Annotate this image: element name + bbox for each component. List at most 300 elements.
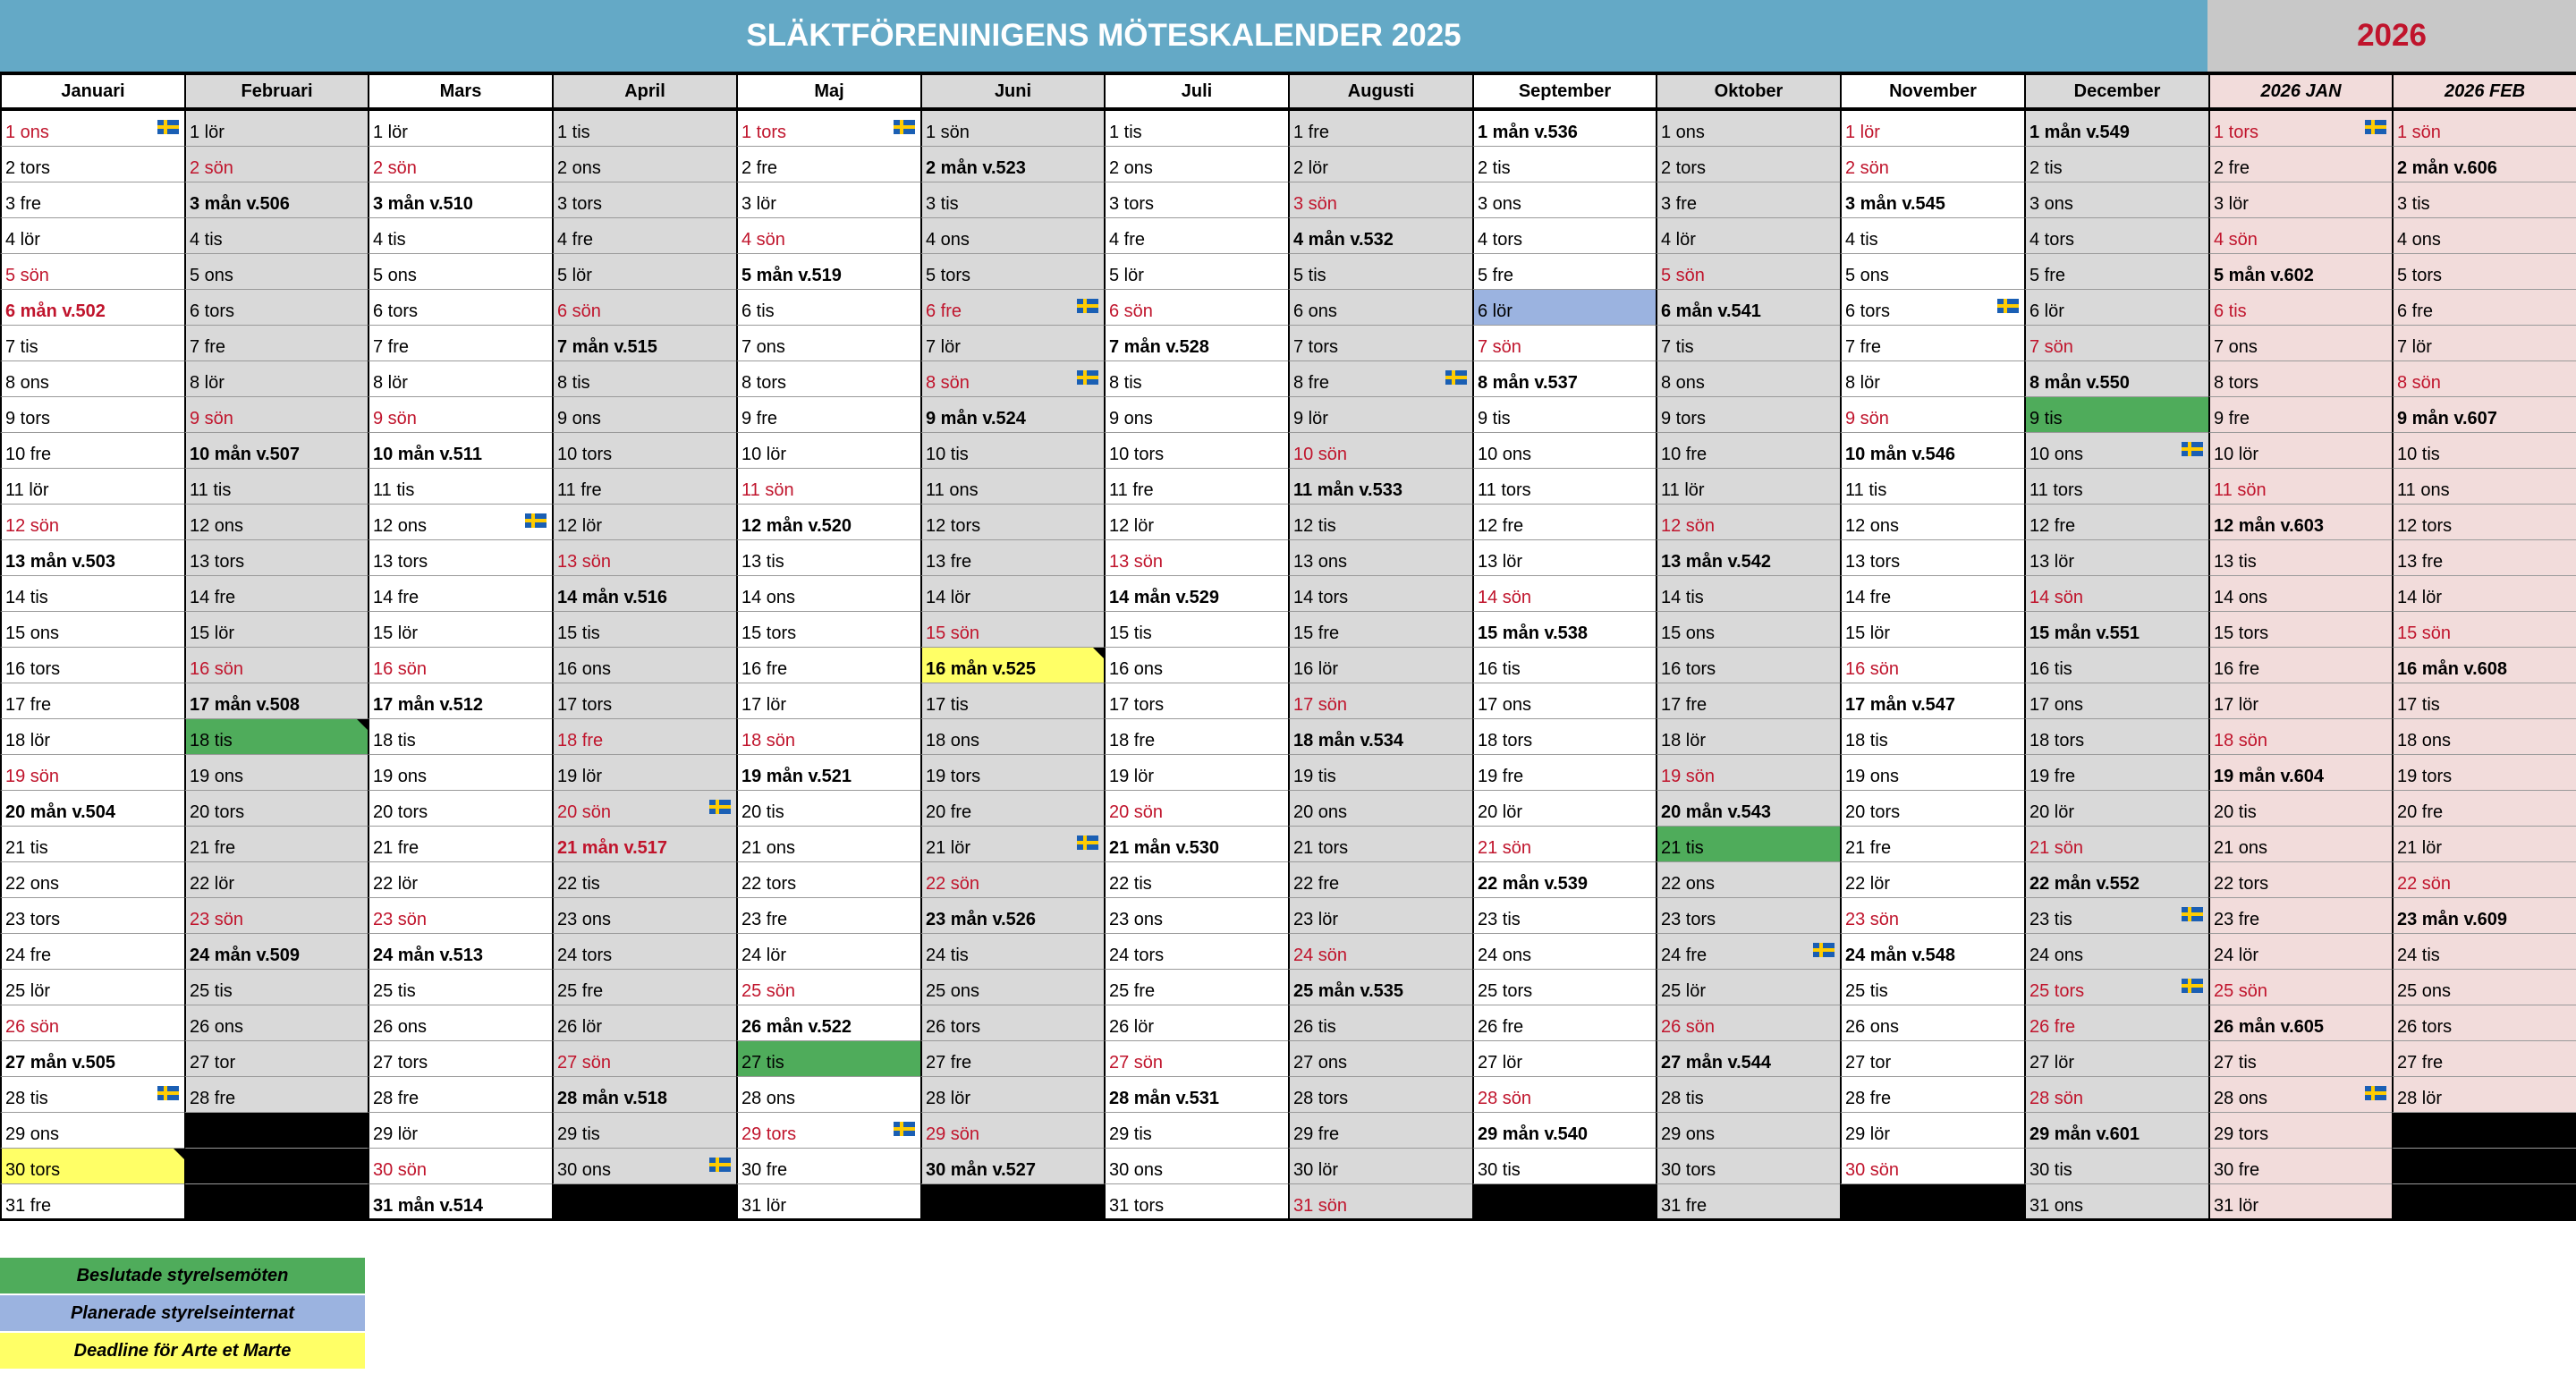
day-cell[interactable]: 3 fre (1656, 182, 1840, 218)
day-cell[interactable]: 17 sön (1288, 683, 1472, 719)
day-cell[interactable]: 11 ons (2392, 469, 2576, 505)
day-cell[interactable]: 19 ons (1840, 755, 2024, 791)
day-cell[interactable]: 9 ons (1104, 397, 1288, 433)
day-cell[interactable]: 19 sön (1656, 755, 1840, 791)
day-cell[interactable]: 20 tors (184, 791, 368, 827)
day-cell[interactable]: 21 mån v.517 (552, 827, 736, 862)
day-cell[interactable] (184, 1113, 368, 1149)
day-cell[interactable]: 6 mån v.541 (1656, 290, 1840, 326)
day-cell[interactable]: 15 tors (2208, 612, 2392, 648)
day-cell[interactable]: 17 tors (1104, 683, 1288, 719)
day-cell[interactable]: 18 tis (368, 719, 552, 755)
day-cell[interactable]: 10 ons (1472, 433, 1656, 469)
day-cell[interactable]: 8 lör (1840, 361, 2024, 397)
day-cell[interactable]: 29 fre (1288, 1113, 1472, 1149)
day-cell[interactable]: 16 sön (368, 648, 552, 683)
day-cell[interactable] (2392, 1184, 2576, 1220)
day-cell[interactable]: 14 sön (1472, 576, 1656, 612)
day-cell[interactable]: 13 tis (2208, 540, 2392, 576)
day-cell[interactable]: 26 tis (1288, 1005, 1472, 1041)
day-cell[interactable]: 15 sön (920, 612, 1104, 648)
day-cell[interactable]: 31 sön (1288, 1184, 1472, 1220)
day-cell[interactable]: 3 tors (1104, 182, 1288, 218)
day-cell[interactable]: 4 tis (1840, 218, 2024, 254)
day-cell[interactable]: 26 mån v.522 (736, 1005, 920, 1041)
day-cell[interactable]: 11 tis (184, 469, 368, 505)
day-cell[interactable]: 19 mån v.521 (736, 755, 920, 791)
day-cell[interactable]: 28 mån v.531 (1104, 1077, 1288, 1113)
day-cell[interactable]: 5 fre (2024, 254, 2208, 290)
day-cell[interactable]: 19 sön (0, 755, 184, 791)
day-cell[interactable]: 11 tis (368, 469, 552, 505)
day-cell[interactable]: 19 lör (552, 755, 736, 791)
day-cell[interactable] (1472, 1184, 1656, 1220)
day-cell[interactable]: 20 fre (2392, 791, 2576, 827)
day-cell[interactable]: 20 mån v.504 (0, 791, 184, 827)
day-cell[interactable]: 10 lör (2208, 433, 2392, 469)
day-cell[interactable]: 20 tors (368, 791, 552, 827)
day-cell[interactable]: 6 tors (184, 290, 368, 326)
day-cell[interactable]: 17 tis (2392, 683, 2576, 719)
day-cell[interactable]: 2 mån v.523 (920, 147, 1104, 182)
day-cell[interactable]: 6 fre (2392, 290, 2576, 326)
day-cell[interactable] (2392, 1113, 2576, 1149)
day-cell[interactable]: 7 mån v.528 (1104, 326, 1288, 361)
day-cell[interactable]: 2 tors (0, 147, 184, 182)
day-cell[interactable]: 10 tis (920, 433, 1104, 469)
day-cell[interactable]: 12 ons (184, 505, 368, 540)
day-cell[interactable]: 16 tors (1656, 648, 1840, 683)
day-cell[interactable]: 8 mån v.550 (2024, 361, 2208, 397)
day-cell[interactable]: 28 tis (0, 1077, 184, 1113)
day-cell[interactable]: 2 sön (1840, 147, 2024, 182)
day-cell[interactable]: 1 lör (368, 111, 552, 147)
day-cell[interactable]: 29 lör (1840, 1113, 2024, 1149)
day-cell[interactable]: 30 mån v.527 (920, 1149, 1104, 1184)
day-cell[interactable]: 26 sön (1656, 1005, 1840, 1041)
day-cell[interactable]: 21 tis (0, 827, 184, 862)
day-cell[interactable]: 4 tis (368, 218, 552, 254)
day-cell[interactable]: 31 fre (0, 1184, 184, 1220)
day-cell[interactable]: 19 fre (2024, 755, 2208, 791)
day-cell[interactable]: 24 mån v.548 (1840, 934, 2024, 970)
day-cell[interactable]: 6 lör (2024, 290, 2208, 326)
day-cell[interactable]: 16 mån v.525 (920, 648, 1104, 683)
day-cell[interactable]: 5 mån v.602 (2208, 254, 2392, 290)
day-cell[interactable]: 4 mån v.532 (1288, 218, 1472, 254)
day-cell[interactable]: 16 mån v.608 (2392, 648, 2576, 683)
day-cell[interactable]: 14 fre (368, 576, 552, 612)
day-cell[interactable]: 29 lör (368, 1113, 552, 1149)
day-cell[interactable]: 27 lör (2024, 1041, 2208, 1077)
day-cell[interactable]: 4 fre (1104, 218, 1288, 254)
day-cell[interactable]: 18 ons (920, 719, 1104, 755)
day-cell[interactable]: 20 tors (1840, 791, 2024, 827)
day-cell[interactable]: 5 mån v.519 (736, 254, 920, 290)
day-cell[interactable]: 18 fre (1104, 719, 1288, 755)
day-cell[interactable]: 9 mån v.524 (920, 397, 1104, 433)
day-cell[interactable]: 9 fre (2208, 397, 2392, 433)
day-cell[interactable]: 8 sön (920, 361, 1104, 397)
day-cell[interactable]: 4 lör (1656, 218, 1840, 254)
day-cell[interactable]: 9 lör (1288, 397, 1472, 433)
day-cell[interactable]: 30 tis (1472, 1149, 1656, 1184)
day-cell[interactable]: 4 lör (0, 218, 184, 254)
day-cell[interactable]: 27 tis (736, 1041, 920, 1077)
day-cell[interactable]: 13 fre (920, 540, 1104, 576)
day-cell[interactable]: 29 tis (552, 1113, 736, 1149)
day-cell[interactable]: 18 sön (2208, 719, 2392, 755)
day-cell[interactable]: 16 sön (1840, 648, 2024, 683)
day-cell[interactable]: 31 lör (2208, 1184, 2392, 1220)
day-cell[interactable]: 16 sön (184, 648, 368, 683)
day-cell[interactable]: 15 lör (368, 612, 552, 648)
day-cell[interactable]: 10 mån v.511 (368, 433, 552, 469)
day-cell[interactable]: 1 tors (736, 111, 920, 147)
day-cell[interactable]: 21 lör (920, 827, 1104, 862)
day-cell[interactable]: 25 ons (920, 970, 1104, 1005)
day-cell[interactable]: 25 tis (1840, 970, 2024, 1005)
day-cell[interactable]: 7 ons (736, 326, 920, 361)
day-cell[interactable]: 12 fre (2024, 505, 2208, 540)
day-cell[interactable]: 13 tors (184, 540, 368, 576)
day-cell[interactable]: 24 tors (552, 934, 736, 970)
day-cell[interactable]: 8 tors (736, 361, 920, 397)
day-cell[interactable]: 7 tis (1656, 326, 1840, 361)
day-cell[interactable]: 30 tis (2024, 1149, 2208, 1184)
day-cell[interactable]: 17 ons (1472, 683, 1656, 719)
day-cell[interactable]: 14 ons (736, 576, 920, 612)
day-cell[interactable]: 9 sön (1840, 397, 2024, 433)
day-cell[interactable]: 19 fre (1472, 755, 1656, 791)
day-cell[interactable]: 10 fre (1656, 433, 1840, 469)
day-cell[interactable]: 9 tors (0, 397, 184, 433)
day-cell[interactable]: 20 sön (552, 791, 736, 827)
day-cell[interactable]: 24 tis (920, 934, 1104, 970)
day-cell[interactable]: 24 ons (1472, 934, 1656, 970)
day-cell[interactable]: 20 lör (1472, 791, 1656, 827)
day-cell[interactable]: 11 lör (1656, 469, 1840, 505)
day-cell[interactable]: 17 fre (0, 683, 184, 719)
day-cell[interactable]: 15 mån v.538 (1472, 612, 1656, 648)
day-cell[interactable]: 28 fre (184, 1077, 368, 1113)
day-cell[interactable]: 1 sön (920, 111, 1104, 147)
day-cell[interactable]: 17 mån v.547 (1840, 683, 2024, 719)
day-cell[interactable]: 28 fre (368, 1077, 552, 1113)
day-cell[interactable]: 3 ons (2024, 182, 2208, 218)
day-cell[interactable]: 27 ons (1288, 1041, 1472, 1077)
day-cell[interactable]: 23 ons (552, 898, 736, 934)
day-cell[interactable]: 24 fre (0, 934, 184, 970)
day-cell[interactable]: 23 tis (1472, 898, 1656, 934)
day-cell[interactable]: 20 fre (920, 791, 1104, 827)
day-cell[interactable]: 12 sön (1656, 505, 1840, 540)
day-cell[interactable]: 16 tis (2024, 648, 2208, 683)
day-cell[interactable]: 10 tors (552, 433, 736, 469)
day-cell[interactable]: 1 lör (184, 111, 368, 147)
day-cell[interactable]: 8 ons (0, 361, 184, 397)
day-cell[interactable]: 5 tors (920, 254, 1104, 290)
day-cell[interactable]: 18 tors (1472, 719, 1656, 755)
day-cell[interactable]: 7 ons (2208, 326, 2392, 361)
day-cell[interactable]: 21 ons (736, 827, 920, 862)
day-cell[interactable]: 31 lör (736, 1184, 920, 1220)
day-cell[interactable]: 24 mån v.509 (184, 934, 368, 970)
day-cell[interactable]: 8 fre (1288, 361, 1472, 397)
day-cell[interactable]: 1 mån v.549 (2024, 111, 2208, 147)
day-cell[interactable]: 27 sön (552, 1041, 736, 1077)
day-cell[interactable]: 18 lör (1656, 719, 1840, 755)
day-cell[interactable]: 10 mån v.507 (184, 433, 368, 469)
day-cell[interactable]: 12 ons (1840, 505, 2024, 540)
day-cell[interactable]: 2 fre (736, 147, 920, 182)
day-cell[interactable]: 21 lör (2392, 827, 2576, 862)
day-cell[interactable]: 8 tis (552, 361, 736, 397)
day-cell[interactable]: 28 lör (920, 1077, 1104, 1113)
day-cell[interactable]: 7 lör (2392, 326, 2576, 361)
day-cell[interactable]: 25 sön (2208, 970, 2392, 1005)
day-cell[interactable]: 18 tors (2024, 719, 2208, 755)
day-cell[interactable]: 17 tis (920, 683, 1104, 719)
day-cell[interactable]: 25 tis (184, 970, 368, 1005)
day-cell[interactable]: 14 mån v.529 (1104, 576, 1288, 612)
day-cell[interactable]: 9 fre (736, 397, 920, 433)
day-cell[interactable]: 16 fre (736, 648, 920, 683)
day-cell[interactable]: 23 sön (184, 898, 368, 934)
day-cell[interactable]: 3 tis (920, 182, 1104, 218)
day-cell[interactable]: 14 lör (2392, 576, 2576, 612)
day-cell[interactable]: 9 sön (368, 397, 552, 433)
day-cell[interactable]: 14 sön (2024, 576, 2208, 612)
day-cell[interactable]: 15 lör (1840, 612, 2024, 648)
day-cell[interactable]: 30 sön (368, 1149, 552, 1184)
day-cell[interactable]: 5 tors (2392, 254, 2576, 290)
day-cell[interactable]: 13 ons (1288, 540, 1472, 576)
day-cell[interactable] (2392, 1149, 2576, 1184)
day-cell[interactable]: 17 mån v.508 (184, 683, 368, 719)
day-cell[interactable]: 10 mån v.546 (1840, 433, 2024, 469)
day-cell[interactable]: 5 fre (1472, 254, 1656, 290)
day-cell[interactable]: 23 fre (736, 898, 920, 934)
day-cell[interactable]: 5 lör (552, 254, 736, 290)
day-cell[interactable]: 11 sön (2208, 469, 2392, 505)
day-cell[interactable]: 15 tors (736, 612, 920, 648)
day-cell[interactable]: 18 sön (736, 719, 920, 755)
day-cell[interactable]: 3 mån v.506 (184, 182, 368, 218)
day-cell[interactable]: 8 mån v.537 (1472, 361, 1656, 397)
day-cell[interactable]: 21 tors (1288, 827, 1472, 862)
day-cell[interactable]: 18 ons (2392, 719, 2576, 755)
day-cell[interactable]: 6 fre (920, 290, 1104, 326)
day-cell[interactable]: 22 mån v.552 (2024, 862, 2208, 898)
day-cell[interactable]: 3 ons (1472, 182, 1656, 218)
day-cell[interactable]: 28 ons (736, 1077, 920, 1113)
day-cell[interactable]: 16 tis (1472, 648, 1656, 683)
day-cell[interactable]: 29 tors (2208, 1113, 2392, 1149)
day-cell[interactable]: 15 lör (184, 612, 368, 648)
day-cell[interactable]: 11 tors (2024, 469, 2208, 505)
day-cell[interactable]: 22 lör (368, 862, 552, 898)
day-cell[interactable]: 21 tis (1656, 827, 1840, 862)
day-cell[interactable]: 14 tors (1288, 576, 1472, 612)
day-cell[interactable]: 2 mån v.606 (2392, 147, 2576, 182)
day-cell[interactable]: 17 ons (2024, 683, 2208, 719)
day-cell[interactable]: 25 mån v.535 (1288, 970, 1472, 1005)
day-cell[interactable]: 20 lör (2024, 791, 2208, 827)
day-cell[interactable]: 17 fre (1656, 683, 1840, 719)
day-cell[interactable]: 13 tors (368, 540, 552, 576)
day-cell[interactable]: 9 mån v.607 (2392, 397, 2576, 433)
day-cell[interactable]: 8 tors (2208, 361, 2392, 397)
day-cell[interactable]: 30 lör (1288, 1149, 1472, 1184)
day-cell[interactable]: 26 ons (1840, 1005, 2024, 1041)
day-cell[interactable]: 20 ons (1288, 791, 1472, 827)
day-cell[interactable]: 22 tors (2208, 862, 2392, 898)
day-cell[interactable]: 13 sön (552, 540, 736, 576)
day-cell[interactable]: 26 tors (2392, 1005, 2576, 1041)
day-cell[interactable]: 25 tors (1472, 970, 1656, 1005)
day-cell[interactable]: 4 ons (920, 218, 1104, 254)
day-cell[interactable]: 2 ons (552, 147, 736, 182)
day-cell[interactable]: 30 tors (1656, 1149, 1840, 1184)
day-cell[interactable]: 6 sön (1104, 290, 1288, 326)
day-cell[interactable]: 22 ons (1656, 862, 1840, 898)
day-cell[interactable]: 27 sön (1104, 1041, 1288, 1077)
day-cell[interactable]: 16 tors (0, 648, 184, 683)
day-cell[interactable]: 10 ons (2024, 433, 2208, 469)
day-cell[interactable]: 26 fre (2024, 1005, 2208, 1041)
day-cell[interactable]: 27 fre (2392, 1041, 2576, 1077)
day-cell[interactable]: 16 ons (552, 648, 736, 683)
day-cell[interactable]: 1 tis (1104, 111, 1288, 147)
day-cell[interactable]: 9 tors (1656, 397, 1840, 433)
day-cell[interactable]: 20 mån v.543 (1656, 791, 1840, 827)
day-cell[interactable]: 1 mån v.536 (1472, 111, 1656, 147)
day-cell[interactable] (552, 1184, 736, 1220)
day-cell[interactable]: 12 fre (1472, 505, 1656, 540)
day-cell[interactable]: 28 tors (1288, 1077, 1472, 1113)
day-cell[interactable]: 19 ons (184, 755, 368, 791)
day-cell[interactable]: 14 tis (1656, 576, 1840, 612)
day-cell[interactable]: 21 mån v.530 (1104, 827, 1288, 862)
day-cell[interactable]: 6 ons (1288, 290, 1472, 326)
day-cell[interactable]: 26 lör (552, 1005, 736, 1041)
day-cell[interactable]: 3 tis (2392, 182, 2576, 218)
day-cell[interactable]: 12 ons (368, 505, 552, 540)
day-cell[interactable]: 9 tis (1472, 397, 1656, 433)
day-cell[interactable]: 19 tors (920, 755, 1104, 791)
day-cell[interactable]: 23 lör (1288, 898, 1472, 934)
day-cell[interactable]: 14 tis (0, 576, 184, 612)
day-cell[interactable]: 25 sön (736, 970, 920, 1005)
day-cell[interactable]: 14 lör (920, 576, 1104, 612)
day-cell[interactable]: 4 tis (184, 218, 368, 254)
day-cell[interactable]: 23 tors (1656, 898, 1840, 934)
day-cell[interactable]: 12 mån v.603 (2208, 505, 2392, 540)
day-cell[interactable]: 2 tis (2024, 147, 2208, 182)
day-cell[interactable]: 17 lör (736, 683, 920, 719)
day-cell[interactable]: 6 tis (736, 290, 920, 326)
day-cell[interactable]: 16 lör (1288, 648, 1472, 683)
day-cell[interactable]: 18 mån v.534 (1288, 719, 1472, 755)
day-cell[interactable]: 1 sön (2392, 111, 2576, 147)
day-cell[interactable]: 7 fre (1840, 326, 2024, 361)
day-cell[interactable]: 7 fre (184, 326, 368, 361)
day-cell[interactable]: 9 ons (552, 397, 736, 433)
day-cell[interactable]: 24 lör (736, 934, 920, 970)
day-cell[interactable]: 25 fre (552, 970, 736, 1005)
day-cell[interactable]: 1 lör (1840, 111, 2024, 147)
day-cell[interactable]: 22 lör (184, 862, 368, 898)
day-cell[interactable]: 2 tis (1472, 147, 1656, 182)
day-cell[interactable]: 5 sön (1656, 254, 1840, 290)
day-cell[interactable]: 6 mån v.502 (0, 290, 184, 326)
day-cell[interactable]: 31 ons (2024, 1184, 2208, 1220)
day-cell[interactable]: 26 sön (0, 1005, 184, 1041)
day-cell[interactable]: 23 ons (1104, 898, 1288, 934)
day-cell[interactable]: 26 fre (1472, 1005, 1656, 1041)
day-cell[interactable]: 4 tors (2024, 218, 2208, 254)
day-cell[interactable]: 13 tis (736, 540, 920, 576)
day-cell[interactable]: 15 sön (2392, 612, 2576, 648)
day-cell[interactable]: 4 ons (2392, 218, 2576, 254)
day-cell[interactable]: 6 tors (368, 290, 552, 326)
day-cell[interactable]: 1 fre (1288, 111, 1472, 147)
day-cell[interactable]: 6 tors (1840, 290, 2024, 326)
day-cell[interactable]: 5 ons (368, 254, 552, 290)
day-cell[interactable]: 4 sön (2208, 218, 2392, 254)
day-cell[interactable]: 14 ons (2208, 576, 2392, 612)
day-cell[interactable]: 30 tors (0, 1149, 184, 1184)
day-cell[interactable]: 12 tors (2392, 505, 2576, 540)
day-cell[interactable]: 25 fre (1104, 970, 1288, 1005)
day-cell[interactable]: 4 fre (552, 218, 736, 254)
day-cell[interactable]: 15 fre (1288, 612, 1472, 648)
day-cell[interactable]: 12 mån v.520 (736, 505, 920, 540)
day-cell[interactable]: 25 ons (2392, 970, 2576, 1005)
day-cell[interactable]: 11 fre (552, 469, 736, 505)
day-cell[interactable]: 8 sön (2392, 361, 2576, 397)
day-cell[interactable]: 21 fre (1840, 827, 2024, 862)
day-cell[interactable]: 27 mån v.505 (0, 1041, 184, 1077)
day-cell[interactable]: 15 ons (0, 612, 184, 648)
day-cell[interactable]: 21 fre (184, 827, 368, 862)
day-cell[interactable]: 23 sön (368, 898, 552, 934)
day-cell[interactable]: 29 tis (1104, 1113, 1288, 1149)
day-cell[interactable]: 20 tis (2208, 791, 2392, 827)
day-cell[interactable]: 6 lör (1472, 290, 1656, 326)
day-cell[interactable]: 28 sön (2024, 1077, 2208, 1113)
day-cell[interactable]: 7 mån v.515 (552, 326, 736, 361)
day-cell[interactable]: 29 mån v.601 (2024, 1113, 2208, 1149)
day-cell[interactable]: 21 sön (1472, 827, 1656, 862)
day-cell[interactable]: 7 sön (2024, 326, 2208, 361)
day-cell[interactable]: 2 ons (1104, 147, 1288, 182)
day-cell[interactable]: 21 sön (2024, 827, 2208, 862)
day-cell[interactable]: 1 ons (0, 111, 184, 147)
day-cell[interactable]: 8 lör (184, 361, 368, 397)
day-cell[interactable]: 25 tors (2024, 970, 2208, 1005)
day-cell[interactable]: 28 ons (2208, 1077, 2392, 1113)
day-cell[interactable]: 15 tis (552, 612, 736, 648)
day-cell[interactable]: 13 lör (2024, 540, 2208, 576)
day-cell[interactable]: 15 mån v.551 (2024, 612, 2208, 648)
day-cell[interactable]: 2 sön (184, 147, 368, 182)
day-cell[interactable]: 29 tors (736, 1113, 920, 1149)
day-cell[interactable] (184, 1149, 368, 1184)
day-cell[interactable]: 27 fre (920, 1041, 1104, 1077)
day-cell[interactable]: 17 tors (552, 683, 736, 719)
